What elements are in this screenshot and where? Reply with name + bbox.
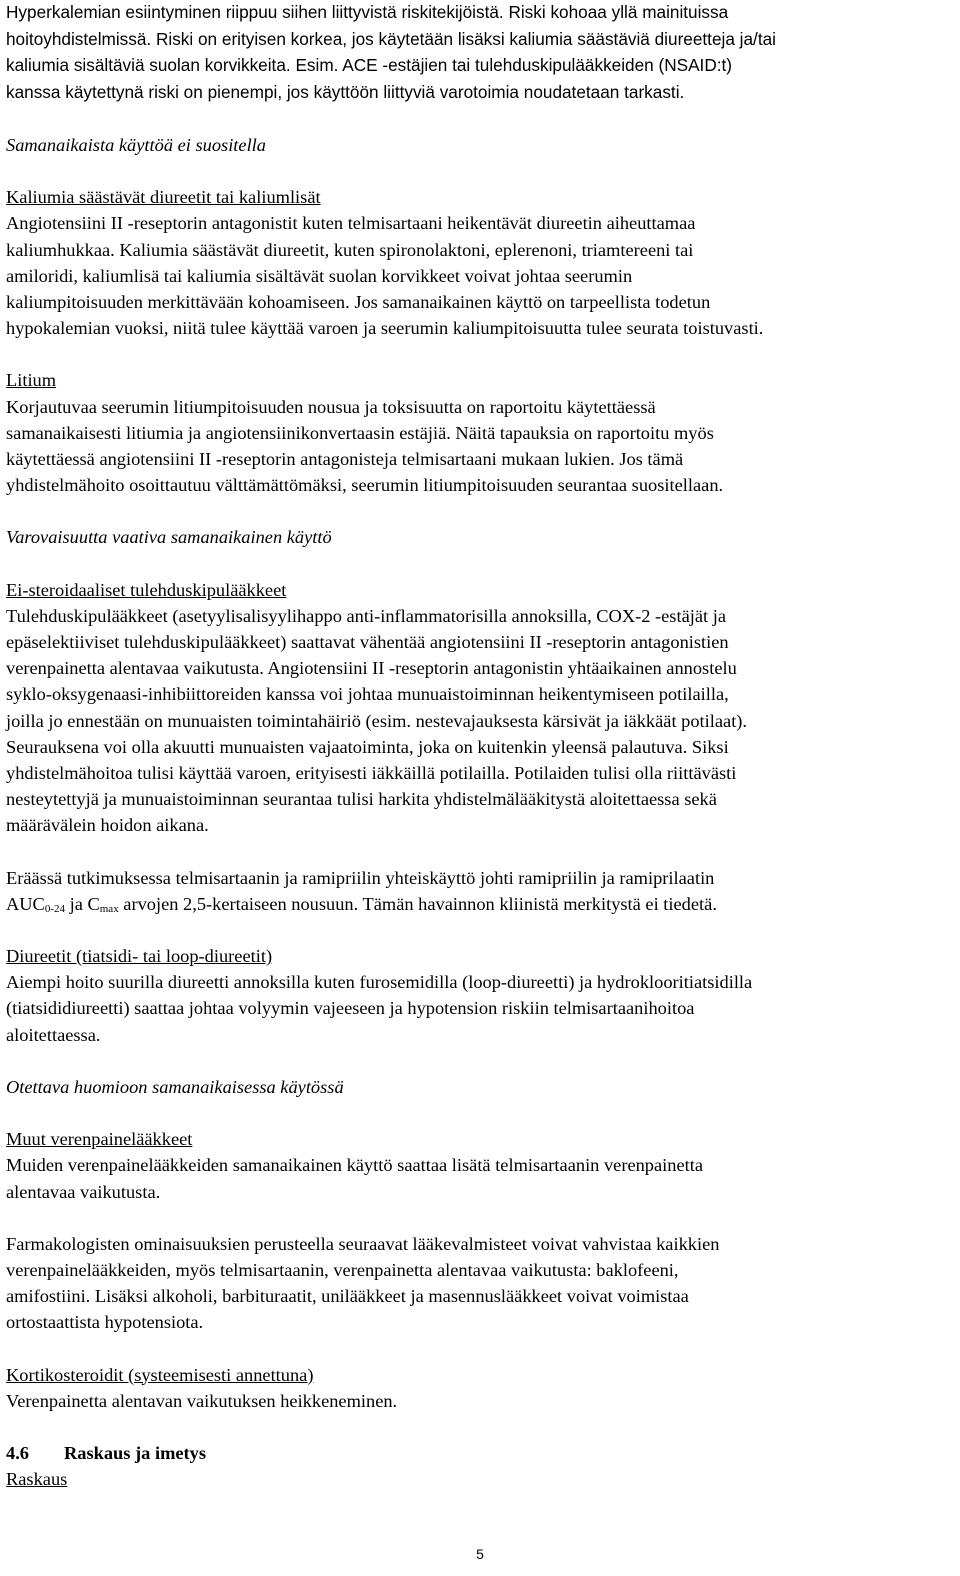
body-line: Korjautuvaa seerumin litiumpitoisuuden nousua ja toksisuutta on raportoitu käytettäessä: [6, 396, 656, 417]
body-line: kaliumhukkaa. Kaliumia säästävät diureetit, kuten spironolaktoni, eplerenoni, triamtereeni tai: [6, 239, 694, 260]
auc-label: AUC: [6, 893, 45, 914]
body-line: Verenpainetta alentavan vaikutuksen heikkeneminen.: [6, 1390, 398, 1411]
body-line: hypokalemian vuoksi, niitä tulee käyttää varoen ja seerumin kaliumpitoisuutta tulee seurata toistuvasti.: [6, 318, 764, 339]
body-line: Seurauksena voi olla akuutti munuaisten vajaatoiminta, joka on kuitenkin yleensä palautuva. Siksi: [6, 736, 729, 757]
body-line: verenpainelääkkeiden, myös telmisartaanin, verenpainetta alentavaa vaikutusta: baklofeeni,: [6, 1259, 679, 1280]
body-line: Angiotensiini II -reseptorin antagonistit kuten telmisartaani heikentävät diureetin aiheuttamaa: [6, 213, 696, 234]
section-title: Varovaisuutta vaativa samanaikainen käyttö: [6, 527, 332, 548]
body-line: kaliumpitoisuuden merkittävään kohoamiseen. Jos samanaikainen käyttö on tarpeellista todetun: [6, 292, 711, 313]
subsection-title: Litium: [6, 370, 57, 391]
body-line: amifostiini. Lisäksi alkoholi, barbituraatit, unilääkkeet ja masennuslääkkeet voivat voimistaa: [6, 1286, 689, 1307]
subsection-title: Raskaus: [6, 1469, 68, 1490]
section-number: 4.6: [6, 1442, 29, 1463]
ramipril-rest: arvojen 2,5-kertaiseen nousuun. Tämän havainnon kliinistä merkitystä ei tiedetä.: [118, 893, 717, 914]
section-heading-title: Raskaus ja imetys: [64, 1442, 207, 1463]
section-consider: [6, 1074, 958, 1100]
body-line: yhdistelmähoitoa tulisi käyttää varoen, erityisesti iäkkäillä potilailla. Potilaiden tulisi olla riittävästi: [6, 763, 737, 784]
nsaids-paragraph: [6, 577, 958, 839]
potassium-sparing-paragraph: [6, 184, 958, 341]
intro-line: hoitoyhdistelmissä. Riski on erityisen korkea, jos käytetään lisäksi kaliumia säästäviä diureetteja ja/tai: [6, 28, 776, 49]
body-line: Eräässä tutkimuksessa telmisartaanin ja ramipriilin yhteiskäyttö johti ramipriilin ja ramiprilaatin: [6, 867, 715, 888]
intro-line: kaliumia sisältäviä suolan korvikkeita. Esim. ACE -estäjien tai tulehduskipulääkkeiden (NSAID:t): [6, 55, 733, 75]
body-line: määrävälein hoidon aikana.: [6, 815, 209, 836]
section-not-recommended: [6, 132, 958, 158]
ramipril-paragraph: [6, 865, 958, 917]
subsection-title: Muut verenpainelääkkeet: [6, 1129, 193, 1150]
body-line: nesteytettyjä ja munuaistoiminnan seurantaa tulisi harkita yhdistelmälääkitystä aloitettaessa sekä: [6, 789, 717, 810]
intro-line: kanssa käytettynä riski on pienempi, jos käyttöön liittyviä varotoimia noudatetaan tarkasti.: [6, 81, 685, 102]
cmax-label: ja C: [65, 893, 100, 914]
other-bp-paragraph: [6, 1126, 958, 1205]
page-number: 5: [476, 1546, 484, 1562]
section-4-6: [6, 1440, 958, 1492]
intro-paragraph: [6, 0, 958, 105]
section-title: Samanaikaista käyttöä ei suositella: [6, 135, 266, 155]
section-title: Otettava huomioon samanaikaisessa käytössä: [6, 1076, 344, 1097]
subsection-title: Kortikosteroidit (systeemisesti annettuna): [6, 1364, 314, 1385]
body-line: syklo-oksygenaasi-inhibiittoreiden kanssa voi johtaa munuaistoiminnan heikentymiseen potilailla,: [6, 684, 729, 705]
body-line: (tiatsididiureetti) saattaa johtaa volyymin vajeeseen ja hypotension riskiin telmisartaanihoitoa: [6, 998, 695, 1019]
body-line: aloitettaessa.: [6, 1024, 101, 1045]
corticosteroids-paragraph: [6, 1362, 958, 1414]
body-line: Farmakologisten ominaisuuksien perusteella seuraavat lääkevalmisteet voivat vahvistaa kaikkien: [6, 1233, 720, 1254]
intro-line: Hyperkalemian esiintyminen riippuu siihen liittyvistä riskitekijöistä. Riski kohoaa yllä mainituissa: [6, 2, 729, 22]
body-line: Tulehduskipulääkkeet (asetyylisalisyylihappo anti-inflammatorisilla annoksilla, COX-2 -estäjät ja: [6, 605, 726, 626]
document-page: [6, 0, 958, 1492]
pharmacological-paragraph: [6, 1231, 958, 1336]
body-line: Aiempi hoito suurilla diureetti annoksilla kuten furosemidilla (loop-diureetti) ja hydroklooritiatsidilla: [6, 972, 753, 993]
lithium-paragraph: [6, 367, 958, 498]
body-line: amiloridi, kaliumlisä tai kaliumia sisältävät suolan korvikkeet voivat johtaa seerumin: [6, 265, 633, 286]
body-line: alentavaa vaikutusta.: [6, 1181, 161, 1202]
section-caution: [6, 524, 958, 550]
cmax-subscript: max: [99, 902, 119, 915]
auc-subscript: 0-24: [44, 902, 66, 915]
body-line: verenpainetta alentavaa vaikutusta. Angiotensiini II -reseptorin antagonistin yhtäaikainen annostelu: [6, 658, 737, 679]
body-line-auc: [6, 891, 958, 917]
subsection-title: Ei-steroidaaliset tulehduskipulääkkeet: [6, 579, 287, 600]
body-line: epäselektiiviset tulehduskipulääkkeet) saattavat vähentää angiotensiini II -reseptorin antagonistien: [6, 632, 729, 653]
body-line: ortostaattista hypotensiota.: [6, 1312, 204, 1333]
body-line: Muiden verenpainelääkkeiden samanaikainen käyttö saattaa lisätä telmisartaanin verenpainetta: [6, 1155, 704, 1176]
diuretics-paragraph: [6, 943, 958, 1048]
section-heading: [6, 1440, 958, 1466]
body-line: joilla jo ennestään on munuaisten toimintahäiriö (esim. nestevajauksesta kärsivät ja iäkkäät potilaat).: [6, 710, 748, 731]
body-line: käytettäessä angiotensiini II -reseptorin antagonisteja telmisartaani mukaan lukien. Jos tämä: [6, 449, 684, 470]
subsection-title: Kaliumia säästävät diureetit tai kaliumlisät: [6, 187, 321, 208]
body-line: samanaikaisesti litiumia ja angiotensiinikonvertaasin estäjiä. Näitä tapauksia on raportoitu myös: [6, 422, 714, 443]
subsection-title: Diureetit (tiatsidi- tai loop-diureetit): [6, 946, 273, 967]
body-line: yhdistelmähoito osoittautuu välttämättömäksi, seerumin litiumpitoisuuden seurantaa suositellaan.: [6, 475, 724, 496]
